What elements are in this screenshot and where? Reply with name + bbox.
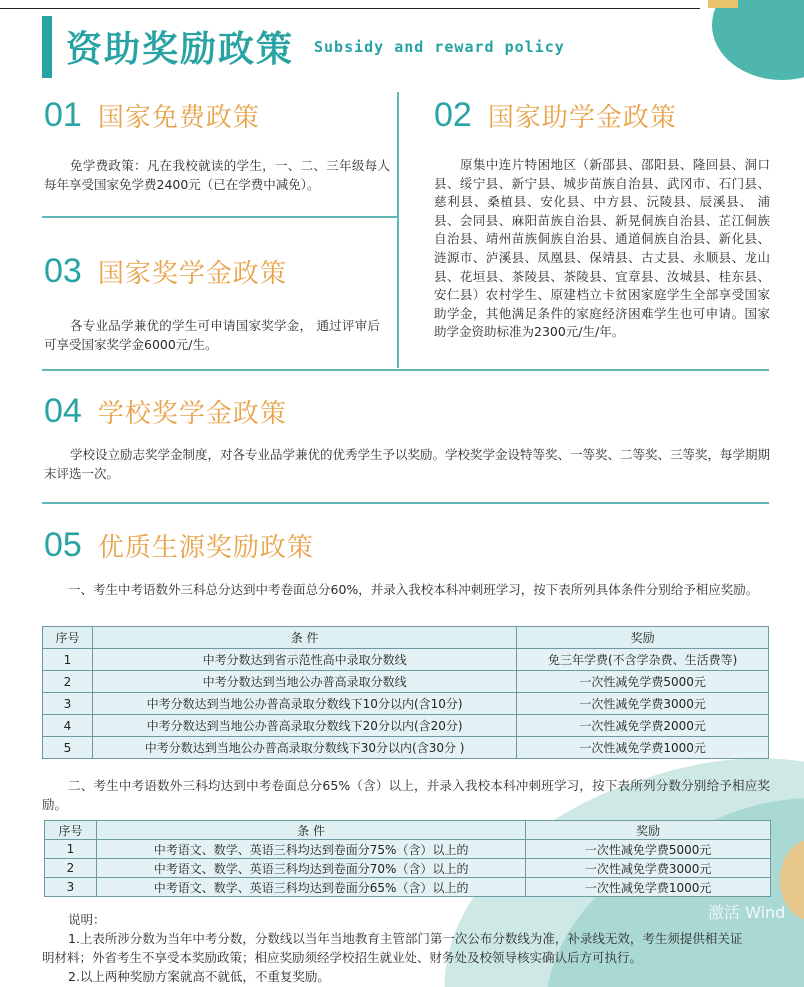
- table-row: [43, 671, 769, 693]
- cell-condition: 中考分数达到当地公办普高录取分数线下20分以内(含20分): [92, 715, 516, 737]
- section-01-body: 免学费政策：凡在我校就读的学生，一、二、三年级每人每年享受国家免学费2400元（已在学费中减免）。: [44, 158, 390, 192]
- section-number: 05: [44, 526, 82, 564]
- section-03-heading: [44, 252, 287, 291]
- section-04-heading: [44, 392, 287, 431]
- page-title: 资助奖励政策: [66, 29, 295, 70]
- header-accent-bar: [42, 16, 52, 78]
- cell-condition: 中考语文、数学、英语三科均达到卷面分65%（含）以上的: [96, 878, 525, 897]
- cell-reward: 一次性减免学费3000元: [526, 859, 771, 878]
- cell-reward: 一次性减免学费5000元: [526, 840, 771, 859]
- column-header-reward: 奖励: [526, 821, 771, 840]
- cell-index: 3: [43, 693, 93, 715]
- cell-reward: 一次性减免学费3000元: [517, 693, 769, 715]
- cell-index: 2: [45, 859, 97, 878]
- cell-reward: 一次性减免学费1000元: [517, 737, 769, 759]
- section-02-heading: [434, 96, 677, 135]
- divider-04-05: [42, 502, 769, 504]
- section-title: 国家免费政策: [97, 103, 260, 133]
- decorative-accent-top: [708, 0, 738, 8]
- section-01-heading: [44, 96, 260, 135]
- table-row: [43, 649, 769, 671]
- table-row: [45, 859, 771, 878]
- cell-reward: 一次性减免学费1000元: [526, 878, 771, 897]
- cell-index: 1: [43, 649, 93, 671]
- cell-reward: 一次性减免学费2000元: [517, 715, 769, 737]
- section-title: 优质生源奖励政策: [97, 533, 314, 563]
- section-04-body: 学校设立励志奖学金制度，对各专业品学兼优的优秀学生予以奖励。学校奖学金设特等奖、一等奖、二等奖、三等奖，每学期期末评选一次。: [44, 447, 771, 481]
- cell-index: 2: [43, 671, 93, 693]
- cell-index: 4: [43, 715, 93, 737]
- column-header-index: 序号: [43, 627, 93, 649]
- cell-reward: 一次性减免学费5000元: [517, 671, 769, 693]
- column-header-index: 序号: [45, 821, 97, 840]
- cell-condition: 中考分数达到当地公办普高录取分数线下30分以内(含30分 ): [92, 737, 516, 759]
- notes-label: 说明：: [68, 912, 106, 927]
- divider-03-04: [42, 369, 769, 371]
- section-number: 03: [44, 252, 82, 290]
- table-row: [45, 840, 771, 859]
- policy-1-intro: 一、考生中考语数外三科总分达到中考卷面总分60%，并录入我校本科冲刺班学习，按下表所列具体条件分别给予相应奖励。: [68, 582, 759, 597]
- section-title: 国家奖学金政策: [97, 259, 287, 289]
- table-row: [43, 737, 769, 759]
- section-number: 01: [44, 96, 82, 134]
- column-header-reward: 奖励: [517, 627, 769, 649]
- page-subtitle: Subsidy and reward policy: [314, 38, 565, 56]
- section-02-body: 原集中连片特困地区（新邵县、邵阳县、隆回县、洞口县、绥宁县、新宁县、城步苗族自治县、武冈市、石门县、慈利县、桑植县、安化县、中方县、沅陵县、辰溪县、 浦县、会同县、麻阳苗族自治县、新晃侗族自治县、芷江侗族自治县、靖州苗族侗族自治县、通道侗族自治县、新化县、涟源市、泸溪县、凤凰县、保靖县、古丈县、永顺县、龙山县、花垣县、茶陵县、茶陵县、宜章县、汝城县、桂东县、安仁县）农村学生、原建档立卡贫困家庭学生全部享受国家助学金，其他满足条件的家庭经济困难学生也可申请。国家助学金资助标准为2300元/生/年。: [434, 157, 770, 340]
- column-divider: [397, 92, 399, 368]
- activation-watermark: 激活 Wind: [708, 903, 786, 922]
- table-header-row: [43, 627, 769, 649]
- cell-index: 3: [45, 878, 97, 897]
- section-05-heading: [44, 526, 314, 565]
- section-title: 学校奖学金政策: [97, 399, 287, 429]
- section-title: 国家助学金政策: [487, 103, 677, 133]
- note-2: 2.以上两种奖励方案就高不就低，不重复奖励。: [68, 969, 330, 984]
- note-1-line-2: 明材料；外省考生不享受本奖励政策；相应奖励须经学校招生就业处、财务处及校领导核实确认后方可执行。: [42, 950, 643, 965]
- top-rule: [0, 8, 700, 9]
- notes-block: [42, 910, 782, 986]
- cell-index: 1: [45, 840, 97, 859]
- cell-condition: 中考分数达到当地公办普高录取分数线: [92, 671, 516, 693]
- reward-table-1: [42, 626, 769, 759]
- policy-2-intro: 二、考生中考语数外三科均达到中考卷面总分65%（含）以上，并录入我校本科冲刺班学习，按下表所列分数分别给予相应奖励。: [42, 778, 770, 812]
- column-header-condition: 条 件: [96, 821, 525, 840]
- table-row: [43, 715, 769, 737]
- column-header-condition: 条 件: [92, 627, 516, 649]
- note-1-line-1: 1.上表所涉分数为当年中考分数，分数线以当年当地教育主管部门第一次公布分数线为准，补录线无效，考生须提供相关证: [68, 931, 743, 946]
- section-03-body: 各专业品学兼优的学生可申请国家奖学金， 通过评审后可享受国家奖学金6000元/生。: [44, 318, 380, 352]
- cell-condition: 中考语文、数学、英语三科均达到卷面分70%（含）以上的: [96, 859, 525, 878]
- decorative-circle-top: [712, 0, 804, 80]
- table-row: [45, 878, 771, 897]
- reward-table-2: [44, 820, 771, 897]
- section-number: 02: [434, 96, 472, 134]
- table-row: [43, 693, 769, 715]
- cell-condition: 中考分数达到当地公办普高录取分数线下10分以内(含10分): [92, 693, 516, 715]
- cell-reward: 免三年学费(不含学杂费、生活费等): [517, 649, 769, 671]
- table-header-row: [45, 821, 771, 840]
- cell-index: 5: [43, 737, 93, 759]
- section-number: 04: [44, 392, 82, 430]
- cell-condition: 中考分数达到省示范性高中录取分数线: [92, 649, 516, 671]
- cell-condition: 中考语文、数学、英语三科均达到卷面分75%（含）以上的: [96, 840, 525, 859]
- divider-01-03: [42, 216, 398, 218]
